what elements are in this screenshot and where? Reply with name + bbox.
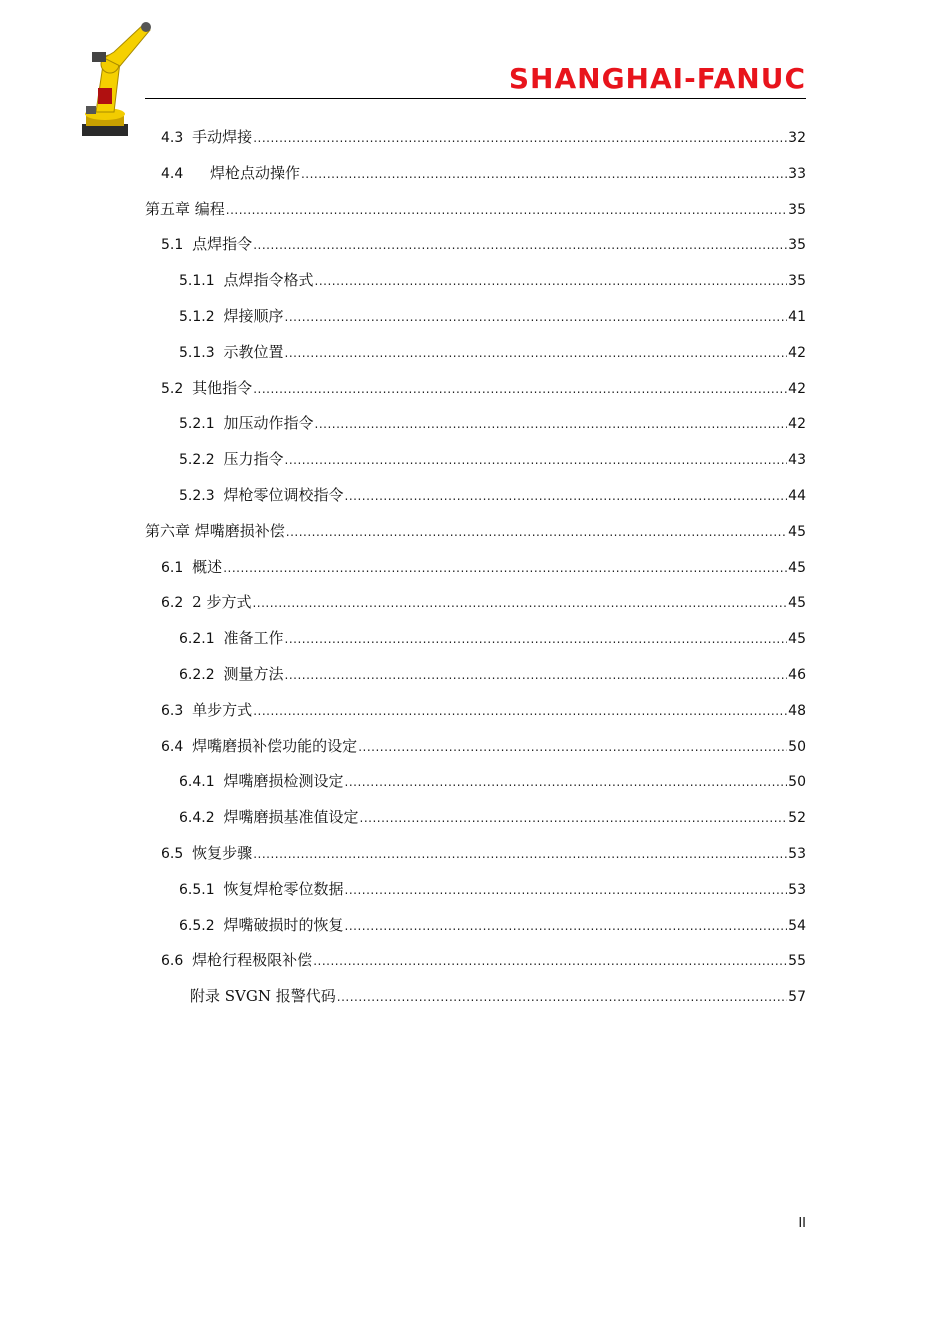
toc-entry-title: 第六章 焊嘴磨损补偿 [145,521,285,540]
toc-entry-number: 4.4 [161,165,210,182]
toc-entry-page: 50 [788,774,806,791]
toc-leader-dots [315,264,788,300]
toc-entry-title: 准备工作 [223,629,284,648]
toc-entry-title: 焊嘴磨损检测设定 [223,772,344,791]
toc-entry-number: 6.2.1 [179,631,224,648]
toc-entry-number: 4.3 [161,130,193,146]
toc-entry[interactable] [145,406,806,442]
toc-entry-title: 概述 [192,557,223,576]
page-number: II [798,1216,806,1231]
toc-entry-number: 5.1 [161,237,193,254]
toc-entry-title: 焊枪零位调校指令 [223,485,344,504]
toc-entry-title: 单步方式 [192,700,253,719]
toc-entry-number: 6.4.2 [179,810,224,827]
toc-leader-dots [358,730,787,766]
toc-entry-title: 压力指令 [223,450,284,469]
table-of-contents [145,120,806,1015]
toc-entry-page: 33 [788,165,806,182]
toc-leader-dots [345,479,788,515]
toc-entry[interactable] [145,120,806,156]
toc-leader-dots [253,121,787,157]
toc-leader-dots [285,622,788,658]
toc-entry[interactable] [145,729,806,765]
header-rule [145,98,806,99]
toc-entry[interactable] [145,657,806,693]
toc-entry-number: 5.1.2 [179,308,224,325]
toc-entry-title: 焊嘴磨损基准值设定 [223,808,359,827]
toc-entry-title: 第五章 编程 [145,199,225,218]
toc-entry[interactable] [145,478,806,514]
toc-entry-title: 焊接顺序 [223,306,284,325]
toc-entry-title: 焊嘴破损时的恢复 [223,915,344,934]
toc-entry-number: 5.2 [161,380,193,397]
toc-entry-page: 46 [788,666,806,683]
toc-leader-dots [252,586,787,622]
toc-entry-page: 53 [788,845,806,862]
toc-entry[interactable] [145,227,806,263]
toc-entry-number: 6.4 [161,738,193,755]
toc-entry[interactable] [145,908,806,944]
toc-entry-page: 42 [788,416,806,433]
toc-entry[interactable] [145,192,806,228]
toc-leader-dots [253,372,787,408]
toc-entry-title: 其他指令 [192,378,253,397]
toc-entry[interactable] [145,550,806,586]
toc-leader-dots [345,909,788,945]
toc-entry-page: 44 [788,487,806,504]
toc-entry-title: 附录 SVGN 报警代码 [190,987,336,1006]
toc-entry-page: 57 [788,989,806,1006]
toc-entry-page: 43 [788,452,806,469]
toc-entry-title: 测量方法 [223,664,284,683]
toc-leader-dots [286,515,787,551]
toc-entry[interactable] [145,442,806,478]
toc-entry-number: 5.1.1 [179,273,224,290]
toc-entry-title: 恢复步骤 [192,843,253,862]
toc-entry-page: 42 [788,344,806,361]
toc-leader-dots [313,944,787,980]
toc-entry-page: 55 [788,953,806,970]
toc-entry[interactable] [145,514,806,550]
toc-leader-dots [253,694,787,730]
toc-entry-page: 32 [788,130,806,146]
toc-entry-page: 53 [788,881,806,898]
toc-entry-title: 2 步方式 [192,593,252,612]
toc-leader-dots [345,873,788,909]
toc-entry[interactable] [145,263,806,299]
toc-leader-dots [345,765,788,801]
toc-entry-page: 35 [788,201,806,218]
toc-entry[interactable] [145,335,806,371]
toc-entry-page: 54 [788,917,806,934]
brand-name: SHANGHAI-FANUC [508,62,806,95]
toc-leader-dots [285,658,788,694]
toc-entry-number: 6.5 [161,845,193,862]
toc-entry-title: 手动焊接 [192,128,253,146]
toc-entry-title: 焊嘴磨损补偿功能的设定 [192,736,358,755]
toc-entry-number: 5.2.2 [179,452,224,469]
toc-entry-page: 45 [788,631,806,648]
toc-entry-title: 点焊指令格式 [223,271,314,290]
toc-entry-page: 41 [788,308,806,325]
toc-entry[interactable] [145,764,806,800]
toc-entry[interactable] [145,979,806,1015]
toc-entry-number: 5.2.1 [179,416,224,433]
toc-entry[interactable] [145,693,806,729]
toc-entry-number: 6.3 [161,702,193,719]
toc-entry[interactable] [145,800,806,836]
toc-entry-title: 点焊指令 [192,235,253,254]
toc-entry-number: 6.5.1 [179,881,224,898]
toc-entry-page: 50 [788,738,806,755]
toc-leader-dots [285,300,788,336]
toc-entry[interactable] [145,371,806,407]
toc-entry-page: 48 [788,702,806,719]
toc-entry-page: 35 [788,237,806,254]
toc-entry-number: 5.1.3 [179,344,224,361]
toc-leader-dots [301,157,787,193]
toc-leader-dots [226,193,787,229]
toc-entry-title: 示教位置 [223,342,284,361]
toc-entry-number: 6.5.2 [179,917,224,934]
toc-leader-dots [315,407,788,443]
toc-entry-page: 42 [788,380,806,397]
toc-entry[interactable] [145,943,806,979]
toc-entry[interactable] [145,872,806,908]
toc-entry-title: 恢复焊枪零位数据 [223,879,344,898]
toc-leader-dots [223,551,787,587]
toc-leader-dots [285,336,788,372]
toc-entry[interactable] [145,156,806,192]
toc-entry[interactable] [145,836,806,872]
toc-entry-number: 6.2 [161,595,193,612]
toc-entry[interactable] [145,621,806,657]
toc-leader-dots [360,801,788,837]
toc-leader-dots [253,228,787,264]
toc-leader-dots [253,837,787,873]
toc-entry-title: 加压动作指令 [223,414,314,433]
toc-entry-number: 5.2.3 [179,487,224,504]
toc-entry-title: 焊枪点动操作 [209,163,300,182]
toc-entry-title: 焊枪行程极限补偿 [192,951,313,970]
toc-entry-number: 6.4.1 [179,774,224,791]
toc-entry-page: 45 [788,523,806,540]
toc-entry-page: 35 [788,273,806,290]
toc-entry[interactable] [145,299,806,335]
toc-entry-page: 52 [788,810,806,827]
toc-leader-dots [337,980,787,1016]
toc-entry-page: 45 [788,559,806,576]
toc-entry-number: 6.1 [161,559,193,576]
toc-entry[interactable] [145,585,806,621]
toc-leader-dots [285,443,788,479]
toc-entry-number: 6.2.2 [179,666,224,683]
toc-entry-page: 45 [788,595,806,612]
toc-entry-number: 6.6 [161,953,193,970]
